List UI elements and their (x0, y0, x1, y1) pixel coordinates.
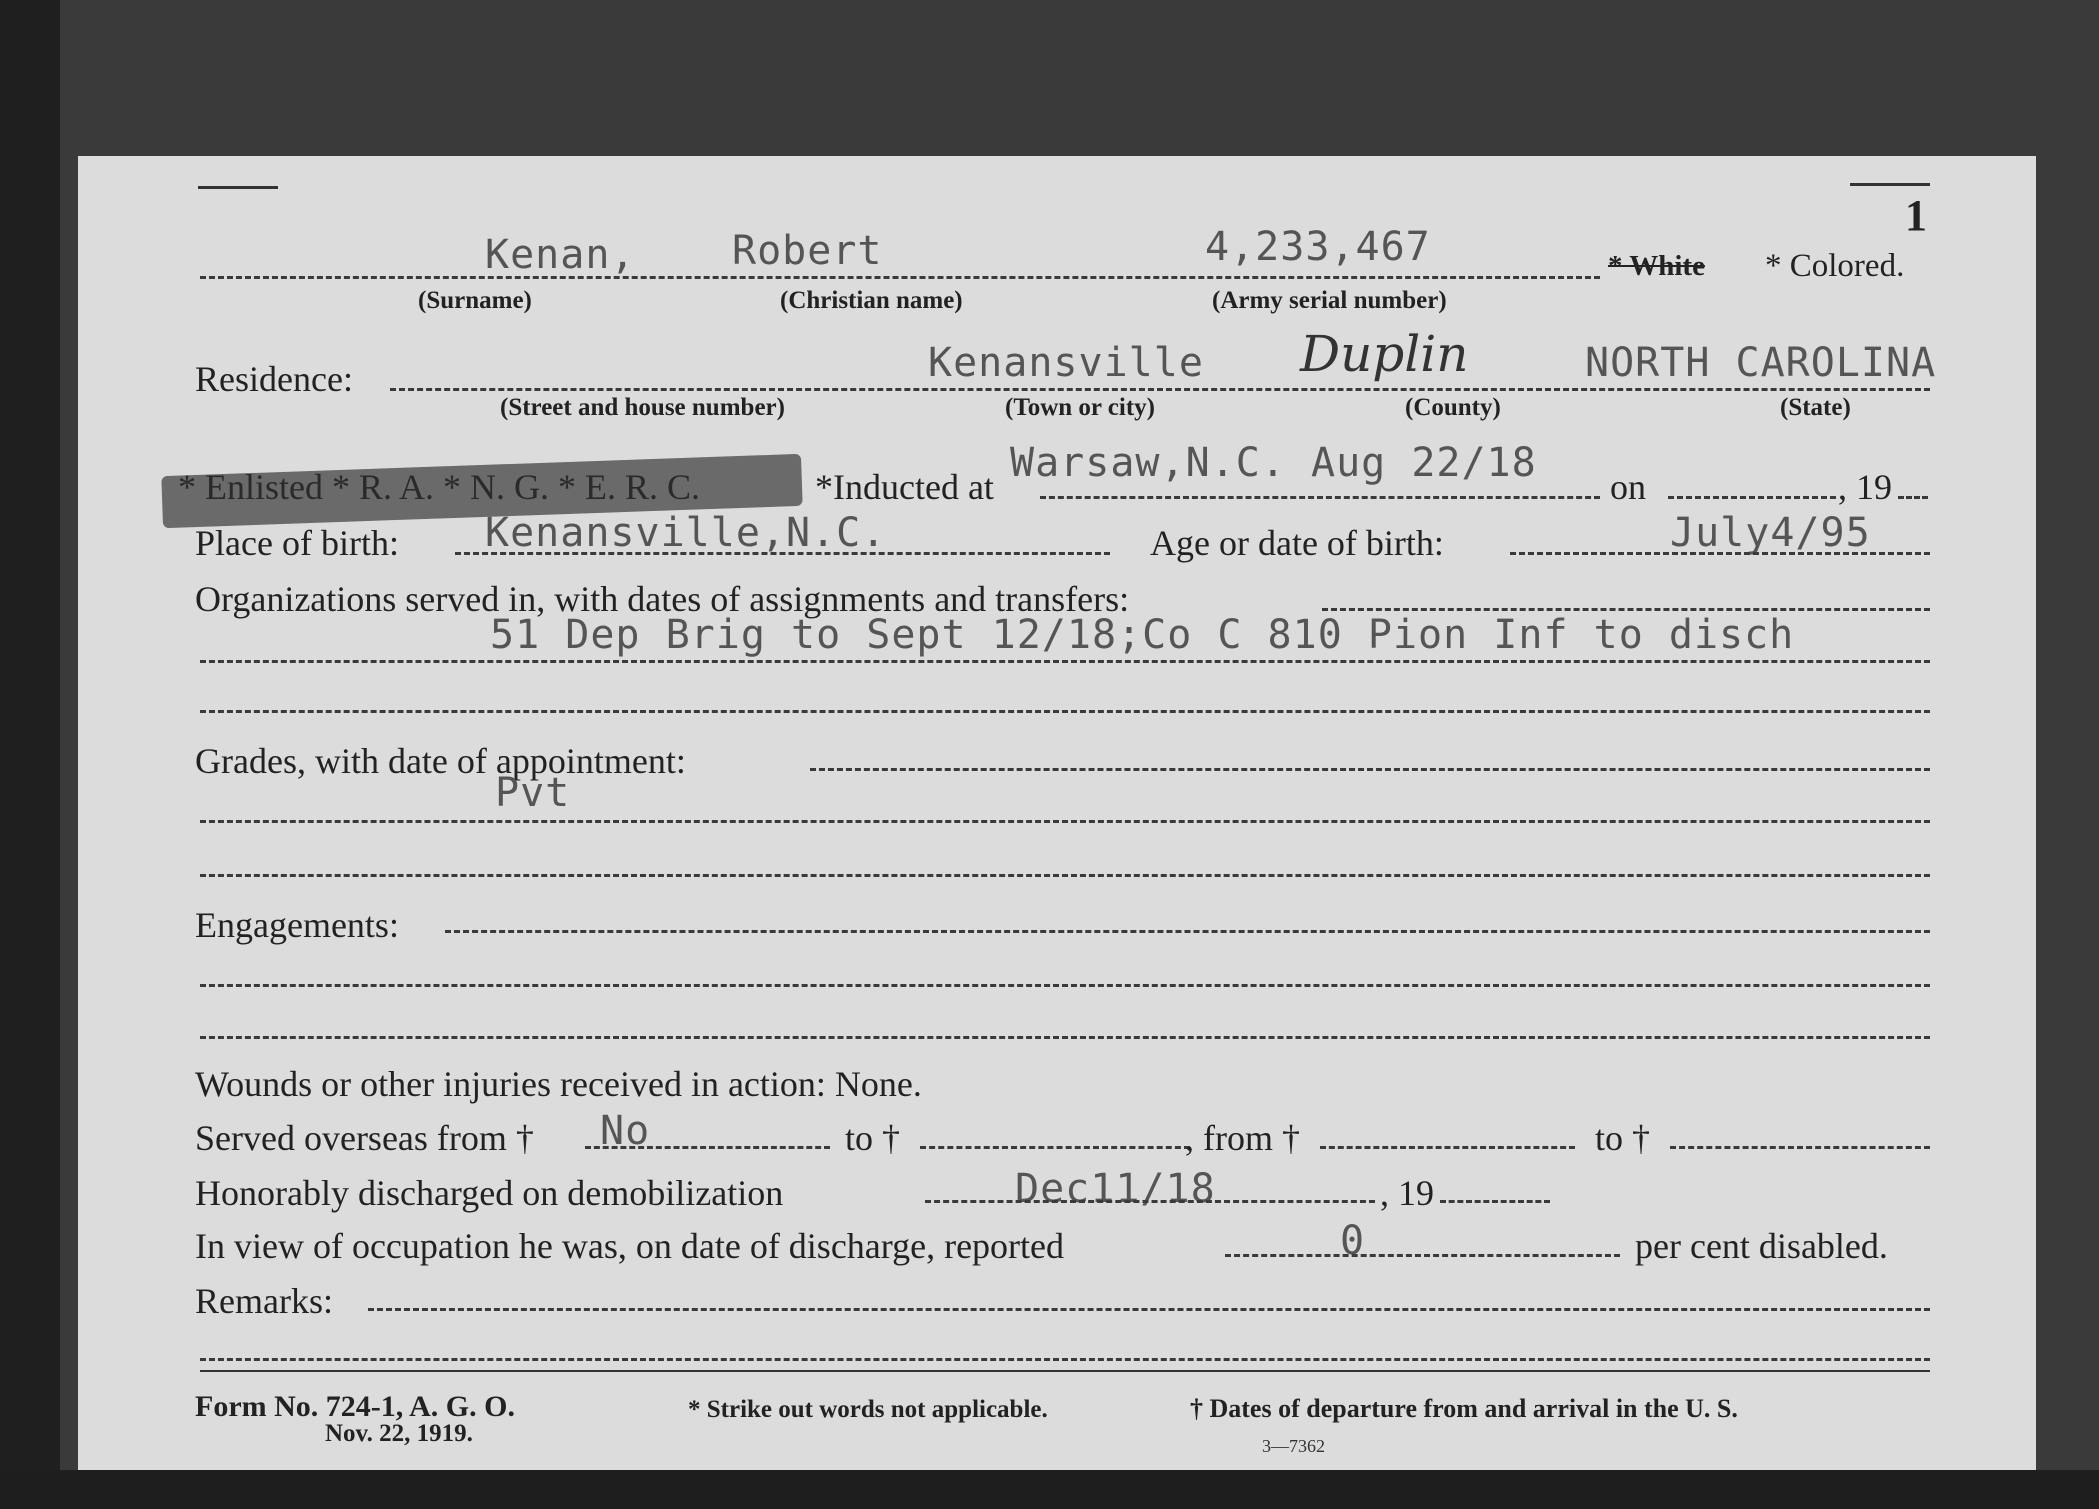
overseas-to2-label: to † (1595, 1118, 1651, 1158)
race-white-option: * White (1608, 250, 1705, 282)
organizations-line-3 (200, 710, 1930, 713)
dates-note: † Dates of departure from and arrival in the U. S. (1190, 1394, 1738, 1423)
top-left-rule (198, 186, 278, 189)
grades-line-1 (810, 768, 1930, 771)
grades-line-2 (200, 820, 1930, 823)
inducted-at-label: *Inducted at (815, 467, 994, 507)
discharge-line (925, 1200, 1375, 1203)
overseas-from-value: No (600, 1108, 651, 1154)
inducted-on-label: on (1610, 467, 1646, 507)
state-caption: (State) (1780, 394, 1851, 421)
engagements-line-1 (445, 930, 1930, 933)
surname-caption: (Surname) (418, 287, 532, 314)
footer-rule (200, 1370, 1930, 1372)
overseas-label: Served overseas from † (195, 1118, 534, 1158)
age-line (1510, 552, 1930, 555)
remarks-line-2 (200, 1358, 1930, 1361)
organizations-line-1 (1322, 608, 1930, 611)
grades-value: Pvt (495, 770, 571, 816)
engagements-label: Engagements: (195, 905, 399, 945)
disability-value: 0 (1340, 1218, 1366, 1264)
residence-town-value: Kenansville (928, 340, 1204, 386)
christian-name-caption: (Christian name) (780, 287, 963, 314)
wounds-label: Wounds or other injuries received in action: None. (195, 1064, 922, 1104)
top-right-rule (1850, 183, 1930, 186)
grades-label: Grades, with date of appointment: (195, 741, 686, 781)
surname-value: Kenan, (485, 232, 636, 278)
scanner-background-bottom (0, 1470, 2099, 1509)
organizations-value: 51 Dep Brig to Sept 12/18;Co C 810 Pion Inf to disch (490, 612, 1795, 658)
name-line (200, 276, 1600, 279)
residence-label: Residence: (195, 359, 353, 399)
age-label: Age or date of birth: (1150, 523, 1444, 563)
discharge-value: Dec11/18 (1015, 1166, 1216, 1212)
overseas-from2-label: , from † (1185, 1118, 1300, 1158)
overseas-to-line (920, 1146, 1190, 1149)
scanner-background-left (0, 0, 60, 1509)
disability-line (1225, 1254, 1620, 1257)
inducted-year-label: , 19 (1838, 467, 1892, 507)
card-number: 1 (1905, 191, 1927, 240)
disability-suffix: per cent disabled. (1635, 1226, 1888, 1266)
remarks-line-1 (368, 1308, 1930, 1311)
overseas-from2-line (1320, 1146, 1575, 1149)
residence-line (390, 388, 1930, 391)
county-caption: (County) (1405, 394, 1501, 421)
place-of-birth-label: Place of birth: (195, 523, 399, 563)
overseas-from-line (585, 1146, 830, 1149)
christian-name-value: Robert (732, 228, 883, 274)
serial-number-caption: (Army serial number) (1212, 287, 1447, 314)
disability-label: In view of occupation he was, on date of discharge, reported (195, 1226, 1065, 1266)
town-caption: (Town or city) (1005, 394, 1155, 421)
discharge-year-label: , 19 (1380, 1173, 1434, 1213)
grades-line-3 (200, 874, 1930, 877)
inducted-on-line (1668, 496, 1836, 499)
inducted-year-line (1898, 496, 1928, 499)
print-code: 3—7362 (1262, 1436, 1325, 1456)
discharge-year-line (1440, 1200, 1550, 1203)
strike-out-note: * Strike out words not applicable. (688, 1396, 1048, 1423)
remarks-label: Remarks: (195, 1281, 333, 1321)
organizations-label: Organizations served in, with dates of assignments and transfers: (195, 579, 1130, 619)
enlistment-options-label: * Enlisted * R. A. * N. G. * E. R. C. (178, 467, 701, 507)
form-number: Form No. 724-1, A. G. O. (195, 1390, 515, 1423)
overseas-to-label: to † (845, 1118, 901, 1158)
place-of-birth-value: Kenansville,N.C. (485, 510, 887, 556)
street-caption: (Street and house number) (500, 394, 785, 421)
overseas-to2-line (1670, 1146, 1930, 1149)
engagements-line-3 (200, 1036, 1930, 1039)
inducted-at-value: Warsaw,N.C. Aug 22/18 (1010, 440, 1537, 486)
discharge-label: Honorably discharged on demobilization (195, 1173, 784, 1213)
organizations-line-2 (200, 660, 1930, 663)
race-colored-option: * Colored. (1765, 248, 1905, 284)
residence-county-value: Duplin (1300, 325, 1469, 383)
residence-state-value: NORTH CAROLINA (1585, 340, 1937, 386)
engagements-line-2 (200, 984, 1930, 987)
inducted-line (1040, 496, 1600, 499)
form-date: Nov. 22, 1919. (325, 1420, 473, 1447)
age-value: July4/95 (1670, 510, 1871, 556)
serial-number-value: 4,233,467 (1205, 224, 1431, 270)
place-of-birth-line (455, 552, 1110, 555)
